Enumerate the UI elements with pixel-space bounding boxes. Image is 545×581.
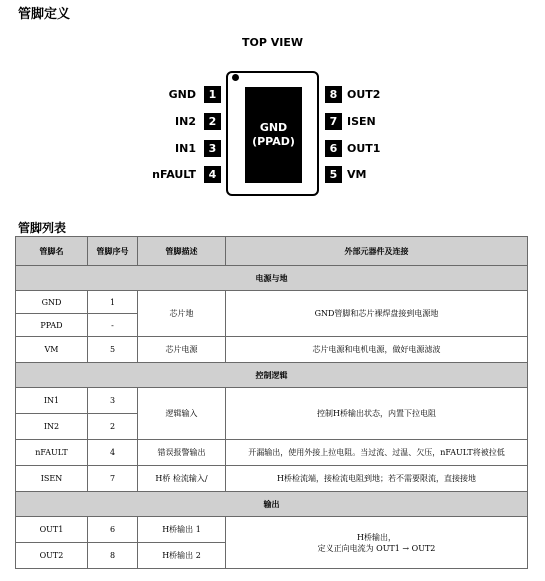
group-label-power: 电源与地 [16,266,528,291]
pin-name-left-4: nFAULT [152,168,196,181]
header-pin-name: 管脚名 [16,237,88,266]
pin-name-right-8: OUT2 [347,88,381,101]
pin-name-left-1: GND [168,88,196,101]
pin-number-right-8: 8 [325,86,342,103]
pin-name-right-7: ISEN [347,115,376,128]
pin-number-left-3: 3 [204,140,221,157]
table-row [16,388,528,414]
pin-name-left-3: IN1 [175,142,196,155]
header-external-connection: 外部元器件及连接 [226,237,528,266]
pin-name-right-5: VM [347,168,367,181]
cell-pin-name: GND [16,291,88,314]
pin-name-right-6: OUT1 [347,142,381,155]
cell-connection: 芯片电源和电机电源，做好电源滤波 [226,337,528,363]
pin-table [15,236,528,569]
cell-pin-number: 3 [88,388,138,414]
cell-pin-name: OUT2 [16,543,88,569]
cell-pin-number: - [88,314,138,337]
exposed-pad [245,87,302,183]
cell-pin-number: 6 [88,517,138,543]
pin-number-right-5: 5 [325,166,342,183]
pin-number-left-1: 1 [204,86,221,103]
pin-definition-heading: 管脚定义 [18,7,71,22]
cell-pin-name: nFAULT [16,440,88,466]
cell-description: H桥 检流输入/ [138,466,226,492]
cell-connection: GND管脚和芯片裸焊盘接到电源地 [226,291,528,337]
pin1-marker-icon [232,74,239,81]
cell-description: 逻辑输入 [138,388,226,440]
cell-pin-number: 1 [88,291,138,314]
pin-list-heading: 管脚列表 [18,221,67,235]
cell-pin-number: 8 [88,543,138,569]
cell-pin-name: IN2 [16,414,88,440]
top-view-title: TOP VIEW [242,36,303,49]
header-pin-description: 管脚描述 [138,237,226,266]
pin-number-right-7: 7 [325,113,342,130]
cell-pin-name: VM [16,337,88,363]
group-label-output: 输出 [16,492,528,517]
pinout-diagram [0,0,545,215]
header-pin-number: 管脚序号 [88,237,138,266]
pin-number-left-2: 2 [204,113,221,130]
cell-connection: H桥检流端，接检流电阻到地；若不需要限流，直接接地 [226,466,528,492]
table-row [16,517,528,543]
table-row [16,337,528,363]
table-row [16,440,528,466]
table-row [16,291,528,314]
table-row [16,466,528,492]
cell-pin-number: 4 [88,440,138,466]
cell-connection: 开漏输出，使用外接上拉电阻。当过流、过温、欠压，nFAULT将被拉低 [226,440,528,466]
cell-pin-name: PPAD [16,314,88,337]
cell-description: 错误报警输出 [138,440,226,466]
cell-pin-number: 5 [88,337,138,363]
cell-connection-line1: H桥输出， [357,532,396,542]
cell-connection [226,517,528,569]
cell-description: 芯片地 [138,291,226,337]
cell-pin-name: OUT1 [16,517,88,543]
cell-description: H桥输出 1 [138,517,226,543]
group-row-power [16,266,528,291]
pin-number-left-4: 4 [204,166,221,183]
pin-name-left-2: IN2 [175,115,196,128]
pin-number-right-6: 6 [325,140,342,157]
cell-description: 芯片电源 [138,337,226,363]
pad-label-line2: (PPAD) [252,135,295,148]
table-header-row [16,237,528,266]
cell-description: H桥输出 2 [138,543,226,569]
cell-pin-number: 7 [88,466,138,492]
cell-connection-line2: 定义正向电流为 OUT1 → OUT2 [317,543,436,553]
pad-label-line1: GND [259,121,288,134]
cell-pin-name: IN1 [16,388,88,414]
group-label-control: 控制逻辑 [16,363,528,388]
cell-connection: 控制H桥输出状态，内置下拉电阻 [226,388,528,440]
cell-pin-number: 2 [88,414,138,440]
group-row-output [16,492,528,517]
cell-pin-name: ISEN [16,466,88,492]
group-row-control [16,363,528,388]
